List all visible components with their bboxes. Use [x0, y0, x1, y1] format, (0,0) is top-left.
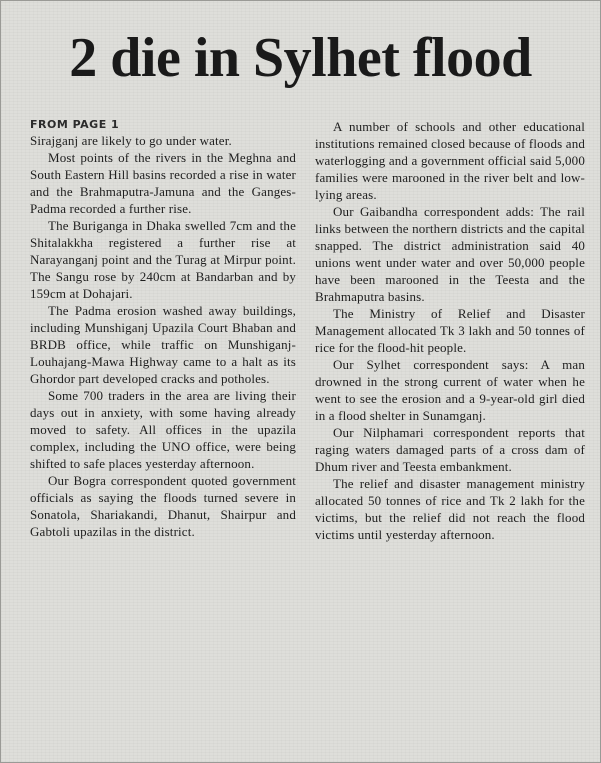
paragraph: The relief and disaster management ministry allocated 50 tonnes of rice and Tk 2 lakh for the victims, but the relief did not reach the flood victims until yesterday afternoon. [315, 476, 585, 542]
paragraph: Most points of the rivers in the Meghna and South Eastern Hill basins recorded a rise in water and the Brahmaputra-Jamuna and the Ganges-Padma recorded a further rise. [30, 150, 296, 216]
paragraph: Our Sylhet correspondent says: A man drowned in the strong current of water when he went to see the erosion and a 9-year-old girl died in a flood shelter in Sunamganj. [315, 357, 585, 423]
right-column [315, 118, 585, 543]
paragraph: Our Bogra correspondent quoted government officials as saying the floods turned severe in Sonatola, Shariakandi, Dhanut, Shairpur and Gabtoli upazilas in the district. [30, 473, 296, 539]
paragraph: A number of schools and other educational institutions remained closed because of floods and waterlogging and a government official said 5,000 families were marooned in the river belt and low-lying areas. [315, 119, 585, 202]
paragraph: Sirajganj are likely to go under water. [30, 133, 232, 148]
paragraph: The Padma erosion washed away buildings, including Munshiganj Upazila Court Bhaban and BRDB office, while traffic on Munshiganj-Louhajang-Mawa Highway came to a halt as its Ghordor part developed cracks and potholes. [30, 303, 296, 386]
left-column [30, 118, 296, 540]
page-jump-kicker: FROM PAGE 1 [30, 118, 120, 131]
paragraph: Our Gaibandha correspondent adds: The rail links between the northern districts and the capital snapped. The district administration said 40 unions went under water and over 50,000 people have been marooned in the Teesta and the Brahmaputra basins. [315, 204, 585, 304]
paragraph: The Buriganga in Dhaka swelled 7cm and the Shitalakkha registered a further rise at Narayanganj point and the Turag at Mirpur point. The Sangu rose by 240cm at Bandarban and by 159cm at Dohajari. [30, 218, 296, 301]
headline: 2 die in Sylhet flood [69, 27, 532, 89]
paragraph: Some 700 traders in the area are living their days out in anxiety, with some having already moved to safety. All offices in the upazila complex, including the UNO office, were being shifted to safe places yesterday afternoon. [30, 388, 296, 471]
paragraph: Our Nilphamari correspondent reports that raging waters damaged parts of a cross dam of Dhum river and Teesta embankment. [315, 425, 585, 474]
paragraph: The Ministry of Relief and Disaster Management allocated Tk 3 lakh and 50 tonnes of rice for the flood-hit people. [315, 306, 585, 355]
